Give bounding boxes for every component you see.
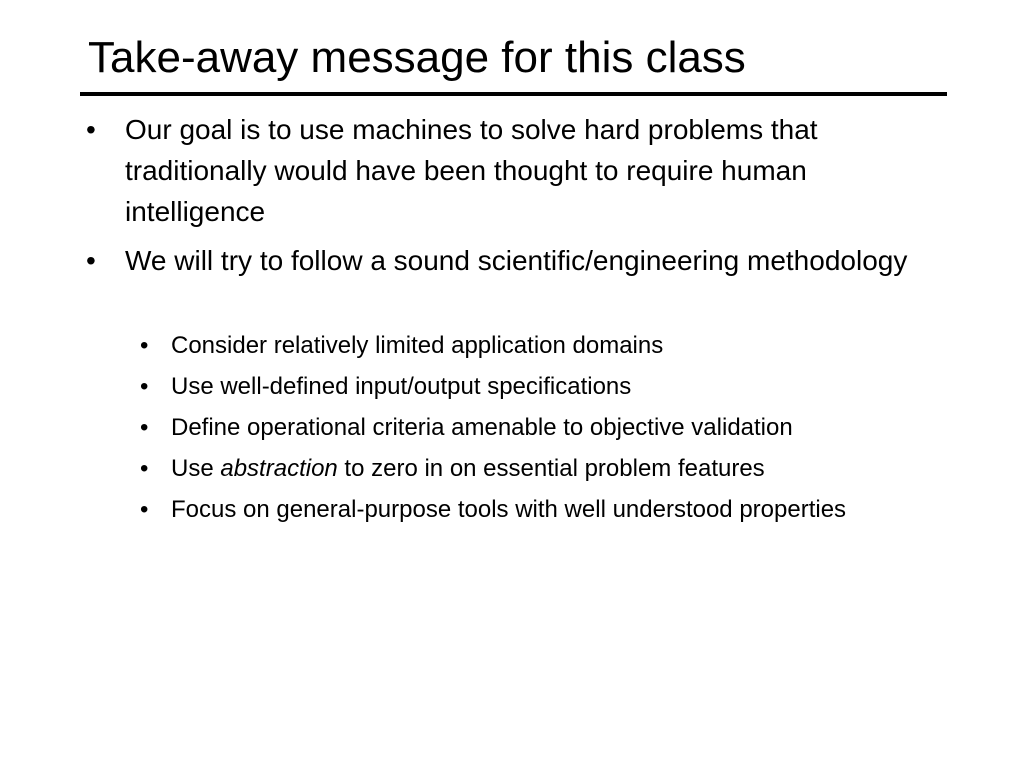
sub-bullet-item: [140, 328, 930, 363]
sub-bullet-text: Define operational criteria amenable to objective validation: [171, 414, 793, 441]
sub-bullet-text-after: to zero in on essential problem features: [337, 455, 765, 482]
sub-bullet-item: [140, 410, 930, 445]
sub-bullet-text: Use well-defined input/output specifications: [171, 373, 632, 400]
sub-bullet-text: Focus on general-purpose tools with well understood properties: [171, 496, 847, 523]
bullet-text: Our goal is to use machines to solve hard problems that traditionally would have been thought to require human intelligence: [125, 114, 818, 227]
sub-bullet-text: [171, 451, 930, 486]
bullet-dot-icon: •: [140, 455, 149, 482]
bullet-dot-icon: •: [140, 414, 149, 441]
slide-title: Take-away message for this class: [88, 33, 746, 82]
bullet-dot-icon: •: [86, 114, 96, 145]
sub-bullet-item: [140, 369, 930, 404]
sub-bullet-item: [140, 492, 930, 527]
bullet-item: [86, 240, 916, 281]
bullet-item: [86, 109, 916, 232]
bullet-dot-icon: •: [140, 373, 149, 400]
sub-bullet-item: [140, 451, 930, 486]
sub-bullet-text-before: Use: [171, 455, 221, 482]
bullet-dot-icon: •: [140, 496, 149, 523]
bullet-dot-icon: •: [140, 332, 149, 359]
bullet-dot-icon: •: [86, 245, 96, 276]
sub-bullet-text: Consider relatively limited application domains: [171, 332, 664, 359]
emphasis-term: abstraction: [220, 455, 338, 482]
bullet-text: We will try to follow a sound scientific/engineering methodology: [125, 245, 908, 276]
title-divider: [80, 92, 947, 96]
